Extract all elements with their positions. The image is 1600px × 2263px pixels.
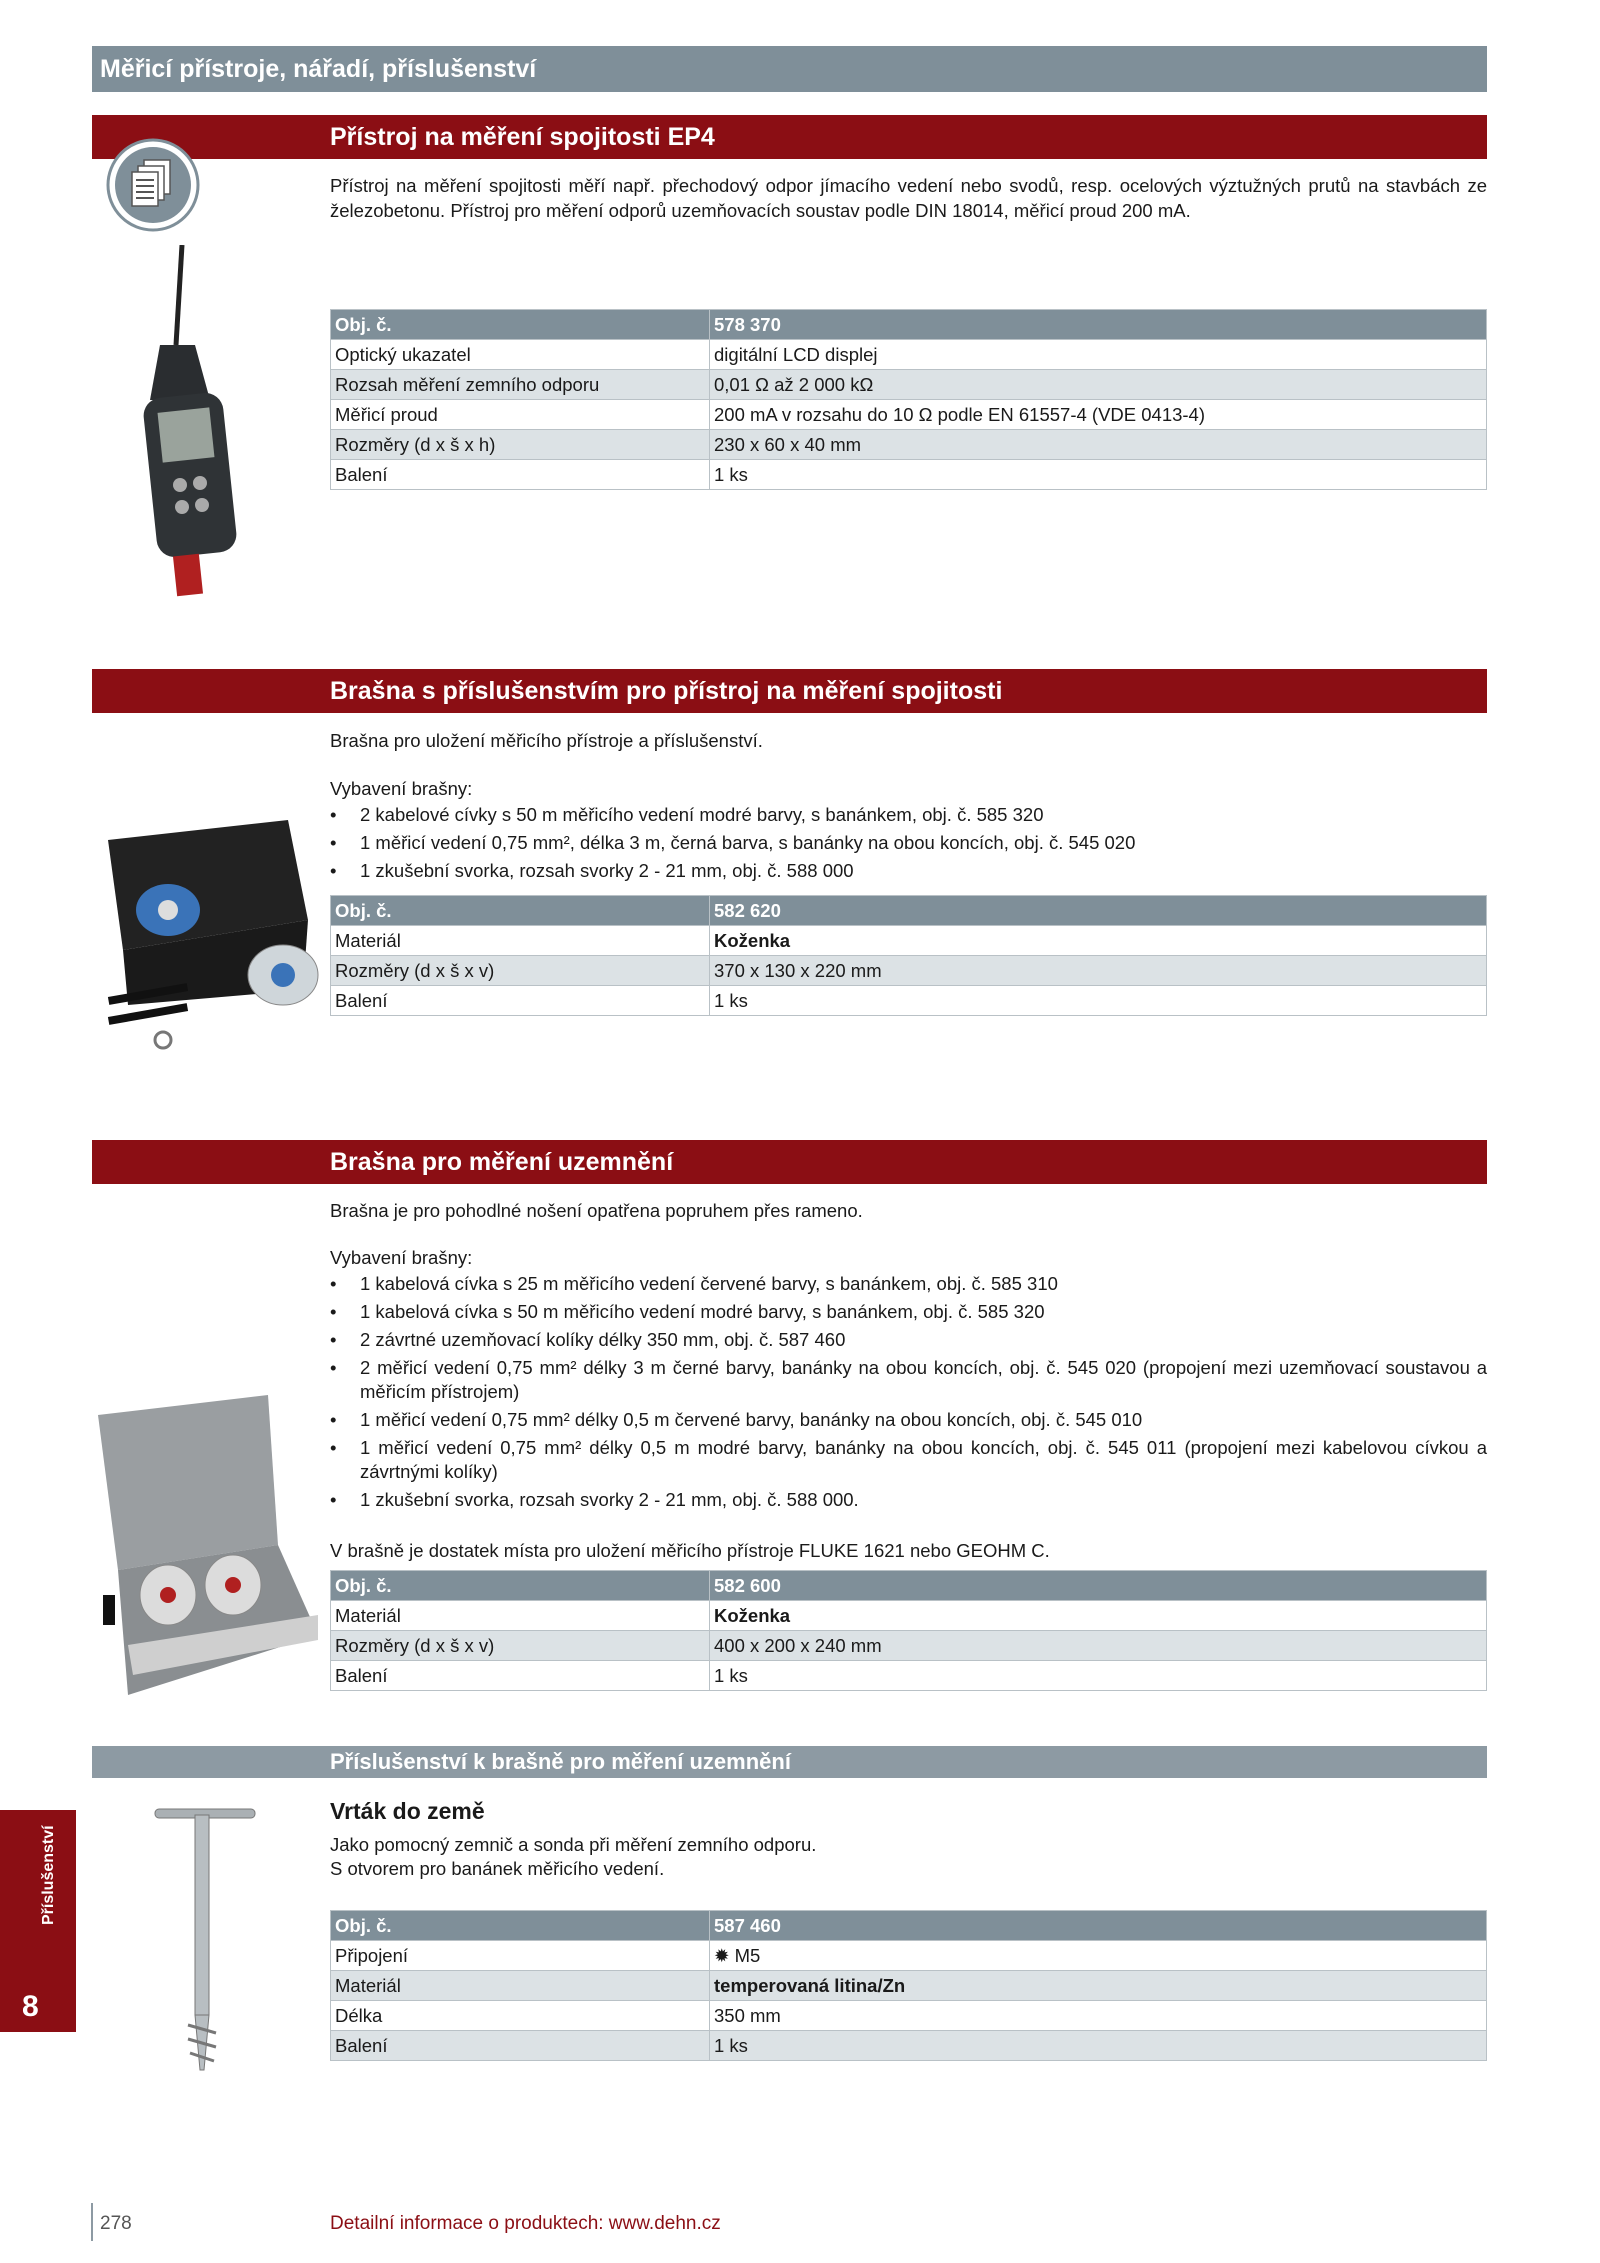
list-item: • 1 zkušební svorka, rozsah svorky 2 - 21 mm, obj. č. 588 000 xyxy=(330,859,1487,883)
spec-table-582620 xyxy=(330,895,1487,1016)
section-title-earthing-case: Brašna pro měření uzemnění xyxy=(92,1140,1487,1184)
table-cell: Obj. č. xyxy=(331,1571,710,1601)
table-cell: Materiál xyxy=(331,1601,710,1631)
table-cell: Připojení xyxy=(331,1941,710,1971)
table-cell: 1 ks xyxy=(710,1661,1487,1691)
equipment-label: Vybavení brašny: xyxy=(330,778,473,799)
chapter-number: 8 xyxy=(22,1990,39,2023)
table-cell: temperovaná litina/Zn xyxy=(710,1971,1487,2001)
table-cell: 370 x 130 x 220 mm xyxy=(710,956,1487,986)
page-header: Měřicí přístroje, nářadí, příslušenství xyxy=(92,46,1487,92)
table-cell: Materiál xyxy=(331,926,710,956)
section-description: Brašna je pro pohodlné nošení opatřena popruhem přes rameno. xyxy=(330,1200,863,1221)
table-cell: Koženka xyxy=(710,1601,1487,1631)
table-cell: 1 ks xyxy=(710,460,1487,490)
section-title-ep4: Přístroj na měření spojitosti EP4 xyxy=(92,115,1487,159)
list-item: • 1 měřicí vedení 0,75 mm² délky 0,5 m červené barvy, banánky na obou koncích, obj. č. 545 010 xyxy=(330,1408,1487,1432)
case-with-accessories-image xyxy=(88,800,328,1055)
table-cell: 1 ks xyxy=(710,2031,1487,2061)
table-cell: Rozměry (d x š x v) xyxy=(331,1631,710,1661)
list-item: • 2 závrtné uzemňovací kolíky délky 350 mm, obj. č. 587 460 xyxy=(330,1328,1487,1352)
table-cell: ✹ M5 xyxy=(710,1941,1487,1971)
order-number: 582 600 xyxy=(710,1571,1487,1601)
ep4-device-image xyxy=(90,245,290,605)
order-number: 578 370 xyxy=(710,310,1487,340)
table-cell: Rozměry (d x š x h) xyxy=(331,430,710,460)
section-note: V brašně je dostatek místa pro uložení měřicího přístroje FLUKE 1621 nebo GEOHM C. xyxy=(330,1540,1050,1561)
document-stack-icon xyxy=(106,138,200,232)
table-cell: 0,01 Ω až 2 000 kΩ xyxy=(710,370,1487,400)
table-cell: Rozměry (d x š x v) xyxy=(331,956,710,986)
equipment-list xyxy=(330,1272,1487,1516)
section-description: S otvorem pro banánek měřicího vedení. xyxy=(330,1858,665,1879)
chapter-side-label: Příslušenství xyxy=(40,1825,57,1925)
list-item: • 1 zkušební svorka, rozsah svorky 2 - 21 mm, obj. č. 588 000. xyxy=(330,1488,1487,1512)
table-cell: 1 ks xyxy=(710,986,1487,1016)
table-cell: Obj. č. xyxy=(331,896,710,926)
table-cell: 230 x 60 x 40 mm xyxy=(710,430,1487,460)
table-cell: Rozsah měření zemního odporu xyxy=(331,370,710,400)
equipment-label: Vybavení brašny: xyxy=(330,1247,473,1268)
order-number: 587 460 xyxy=(710,1911,1487,1941)
table-cell: Optický ukazatel xyxy=(331,340,710,370)
list-item: • 1 měřicí vedení 0,75 mm² délky 0,5 m modré barvy, banánky na obou koncích, obj. č. 545 011 (propojení mezi kabelovou cívkou a závrtnými kolíky) xyxy=(330,1436,1487,1484)
spec-table-582600 xyxy=(330,1570,1487,1691)
order-number: 582 620 xyxy=(710,896,1487,926)
footer-link[interactable]: Detailní informace o produktech: www.dehn.cz xyxy=(330,2213,721,2234)
spec-table-587460 xyxy=(330,1910,1487,2061)
table-cell: digitální LCD displej xyxy=(710,340,1487,370)
table-cell: Balení xyxy=(331,2031,710,2061)
ground-drill-image xyxy=(150,1805,260,2085)
footer-divider xyxy=(91,2203,93,2241)
section-title-case-accessories: Brašna s příslušenstvím pro přístroj na měření spojitosti xyxy=(92,669,1487,713)
list-item: • 1 kabelová cívka s 50 m měřicího vedení modré barvy, s banánkem, obj. č. 585 320 xyxy=(330,1300,1487,1324)
table-cell: 400 x 200 x 240 mm xyxy=(710,1631,1487,1661)
table-cell: Délka xyxy=(331,2001,710,2031)
list-item: • 2 kabelové cívky s 50 m měřicího vedení modré barvy, s banánkem, obj. č. 585 320 xyxy=(330,803,1487,827)
table-cell: 350 mm xyxy=(710,2001,1487,2031)
earthing-case-image xyxy=(88,1395,328,1705)
table-cell: Balení xyxy=(331,1661,710,1691)
table-cell: Měřicí proud xyxy=(331,400,710,430)
page-number: 278 xyxy=(100,2213,132,2234)
list-item: • 1 kabelová cívka s 25 m měřicího vedení červené barvy, s banánkem, obj. č. 585 310 xyxy=(330,1272,1487,1296)
table-cell: Balení xyxy=(331,460,710,490)
table-cell: Koženka xyxy=(710,926,1487,956)
equipment-list xyxy=(330,803,1487,887)
table-cell: Balení xyxy=(331,986,710,1016)
section-description: Jako pomocný zemnič a sonda při měření zemního odporu. xyxy=(330,1834,817,1855)
section-description: Přístroj na měření spojitosti měří např. přechodový odpor jímacího vedení nebo svodů, resp. ocelových výztužných prutů na stavbách ze železobetonu. Přístroj pro měření odporů uzemňovacích soustav podle DIN 18014, měřicí proud 200 mA. xyxy=(330,175,1487,221)
section-title-accessories: Příslušenství k brašně pro měření uzemnění xyxy=(92,1746,1487,1778)
product-subtitle: Vrták do země xyxy=(330,1798,485,1824)
table-cell: Obj. č. xyxy=(331,310,710,340)
list-item: • 2 měřicí vedení 0,75 mm² délky 3 m černé barvy, banánky na obou koncích, obj. č. 545 020 (propojení mezi uzemňovací soustavou a měřicím přístrojem) xyxy=(330,1356,1487,1404)
table-cell: 200 mA v rozsahu do 10 Ω podle EN 61557-4 (VDE 0413-4) xyxy=(710,400,1487,430)
section-description: Brašna pro uložení měřicího přístroje a příslušenství. xyxy=(330,730,763,751)
spec-table-578370 xyxy=(330,309,1487,490)
list-item: • 1 měřicí vedení 0,75 mm², délka 3 m, černá barva, s banánky na obou koncích, obj. č. 545 020 xyxy=(330,831,1487,855)
table-cell: Materiál xyxy=(331,1971,710,2001)
table-cell: Obj. č. xyxy=(331,1911,710,1941)
